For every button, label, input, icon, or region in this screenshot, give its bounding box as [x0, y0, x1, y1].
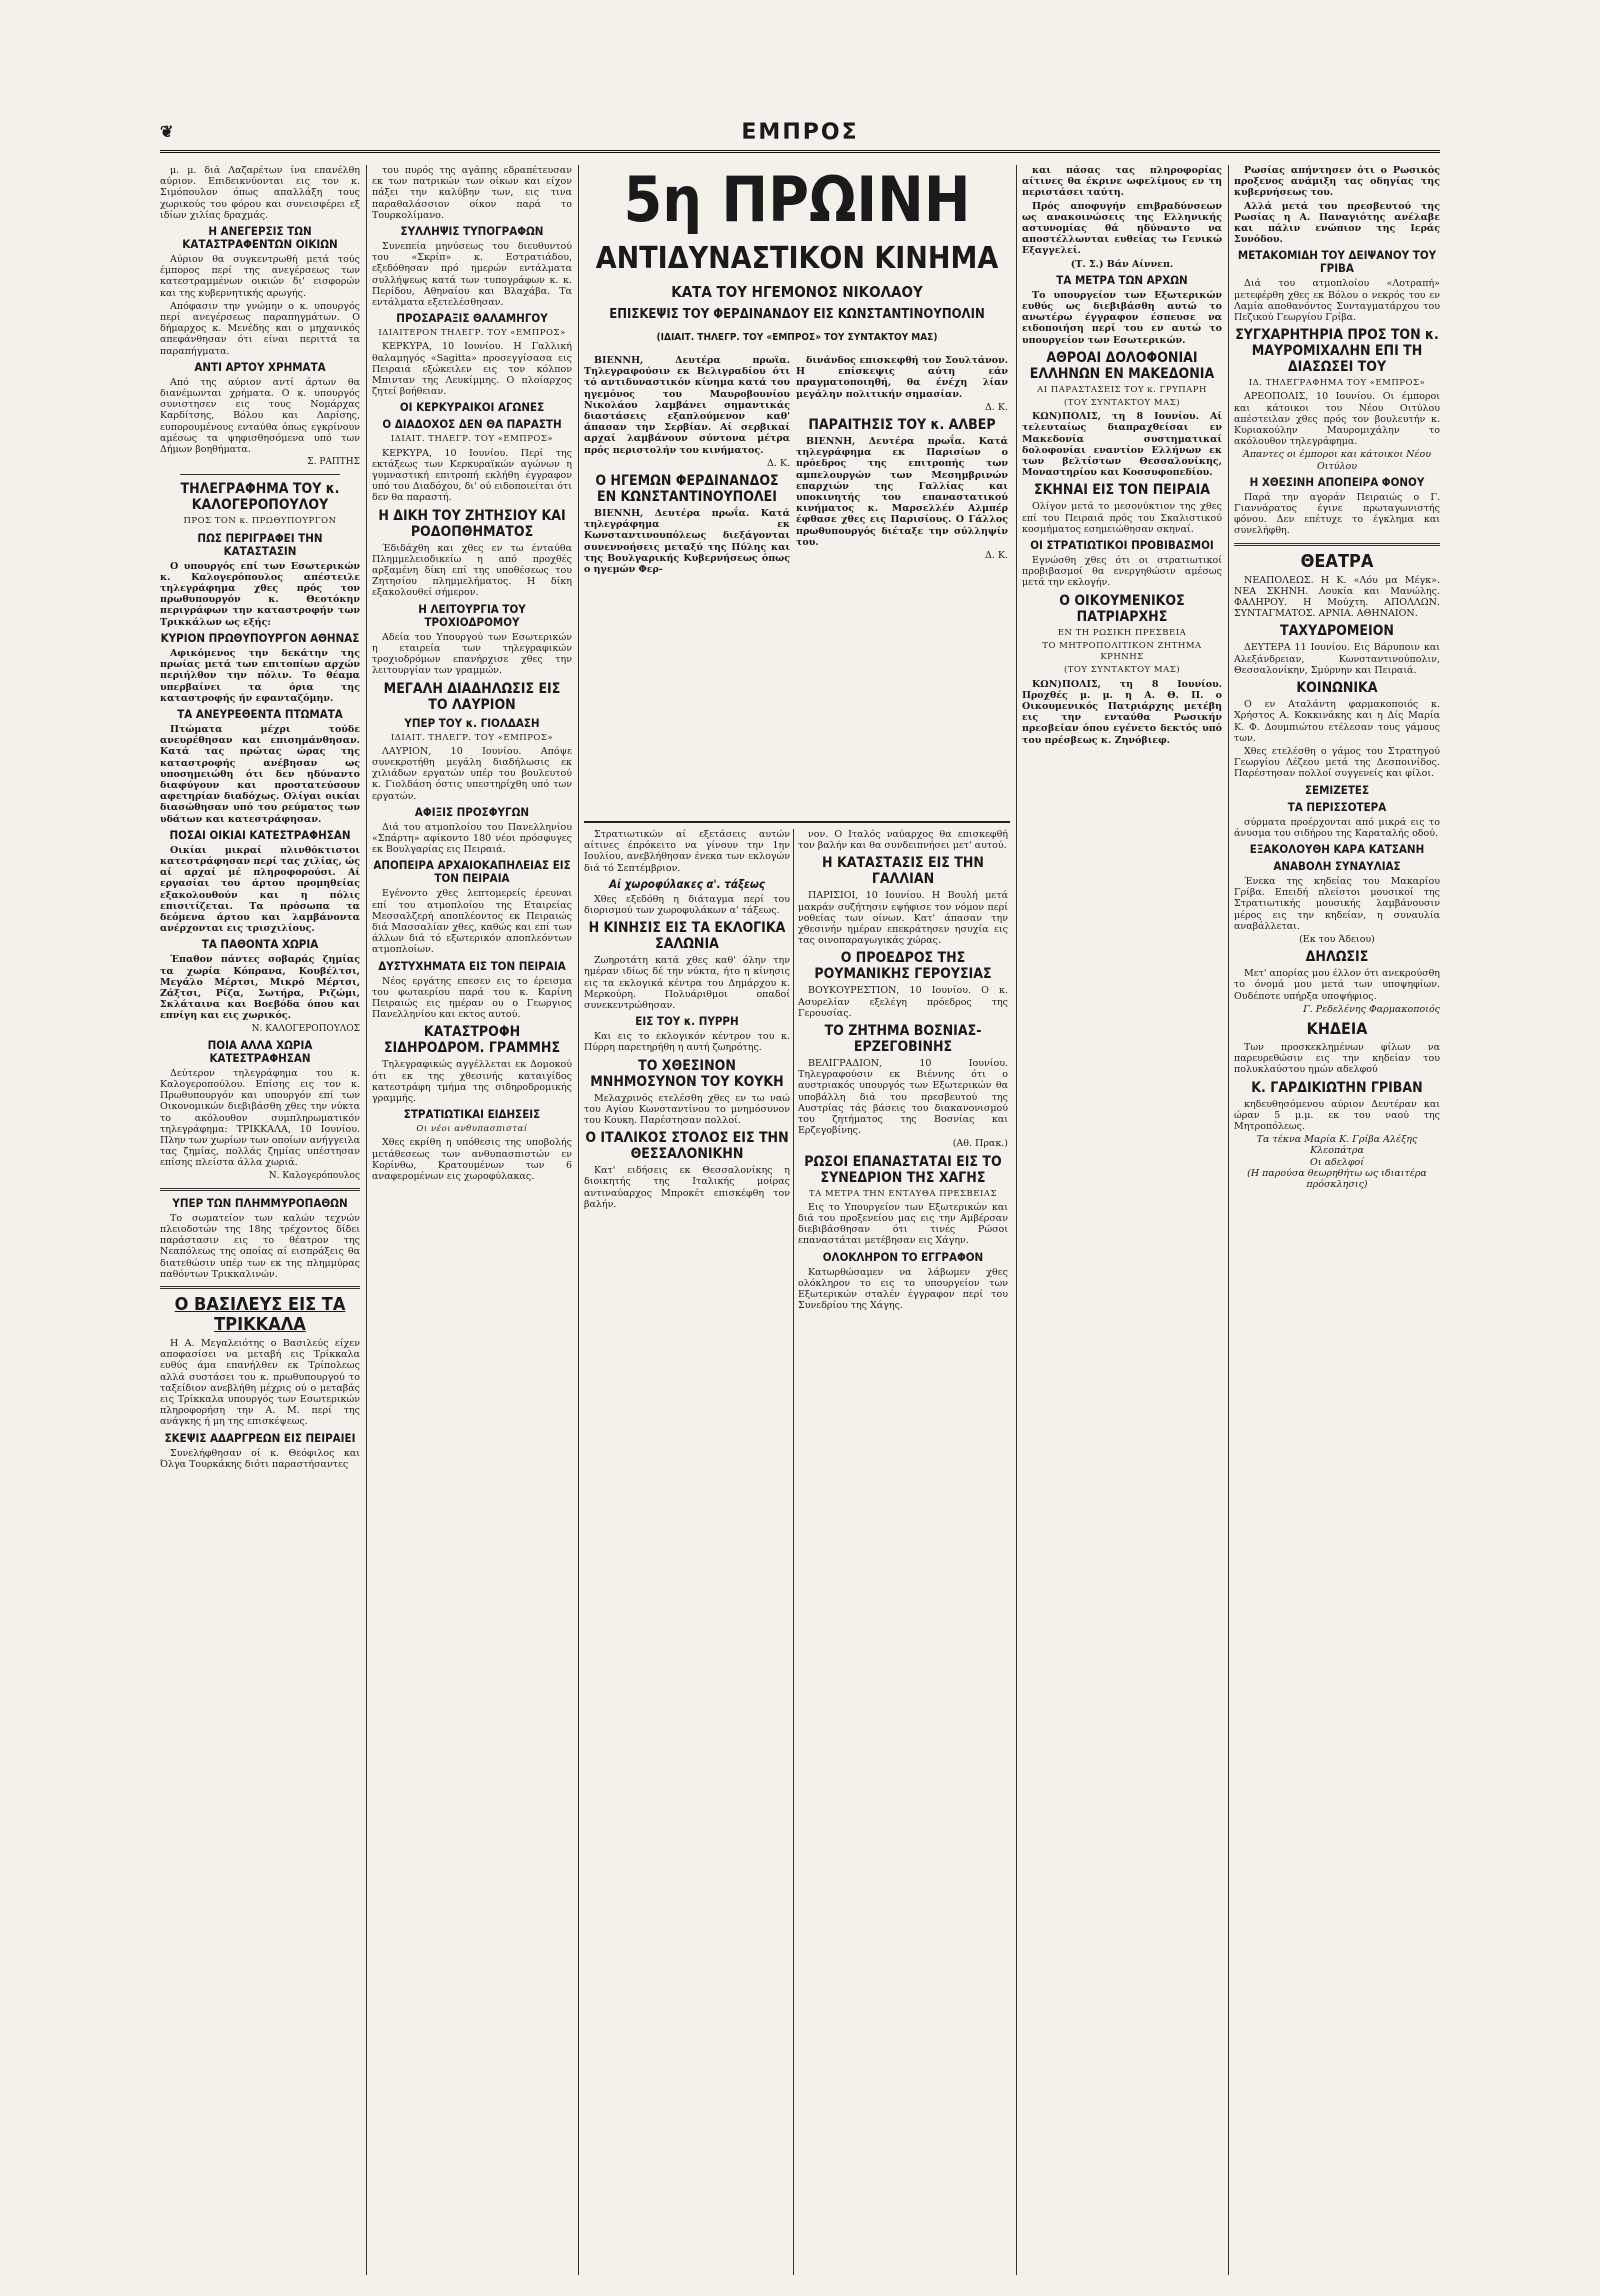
col2-paragraph-11: Τηλεγραφικώς αγγέλλεται εκ Δομοκού ότι εκ της χθεσινής καταιγίδος κατεστράφη τμήμα της σιδηροδρομικής γραμμής.	[372, 1059, 572, 1104]
center-lower-a-heading-4: ΤΟ ΧΘΕΣΙΝΟΝ ΜΝΗΜΟΣΥΝΟΝ ΤΟΥ ΚΟΥΚΗ	[590, 1057, 784, 1090]
col6-heading-3: Η ΧΘΕΣΙΝΗ ΑΠΟΠΕΙΡΑ ΦΟΝΟΥ	[1249, 474, 1425, 489]
col1-heading-3-sub: ΠΡΟΣ ΤΟΝ κ. ΠΡΩΘΥΠΟΥΡΓΟΝ	[183, 516, 337, 527]
column-2	[372, 165, 572, 2275]
col6-heading-4: ΘΕΑΤΡΑ	[1300, 550, 1374, 572]
col1-paragraph-12: Συνελήφθησαν οί κ. Θεόφιλος και Όλγα Τουρκάκης διότι παραστήσαντες	[160, 1447, 360, 1470]
col6-signature-5: Οι αδελφοί	[1310, 1156, 1364, 1168]
center-lower-b-heading-2: Ο ΠΡΟΕΔΡΟΣ ΤΗΣ ΡΟΥΜΑΝΙΚΗΣ ΓΕΡΟΥΣΙΑΣ	[814, 950, 992, 983]
center-lower-b-paragraph-4: Εις το Υπουργείον των Εξωτερικών και διά του προξενείου μας εις την Αμβέρσαν διεβιβάσθησαν ότι τινές Ρώσοι επαναστάται μετέβησαν εις Χάγην.	[798, 1201, 1008, 1247]
col5-paragraph-6: Εγνώσθη χθες ότι οι στρατιωτικοί προβιβασμοί θα ενεργηθώσιν αμέσως μετά την εκλογήν.	[1022, 555, 1222, 589]
col6-heading-11: ΔΗΛΩΣΙΣ	[1305, 949, 1369, 966]
masthead	[160, 120, 1440, 153]
col6-paragraph-1: Ρωσίας απήντησεν ότι ο Ρωσικός προξενος ανάμιξη τας οδηγίας της κυβερνήσεως του.	[1234, 165, 1440, 199]
col5-paragraph-5: Ολίγον μετά το μεσονύκτιον της χθες επί του Πειραιά πρός του Σκαλιστικού κοσμήματος εσημειώθησαν σκηναί.	[1022, 501, 1222, 535]
col1-heading-4: ΚΥΡΙΟΝ ΠΡΩΘΥΠΟΥΡΓΟΝ ΑΘΗΝΑΣ	[160, 630, 360, 645]
center-lower-a-paragraph-3: Και εις το εκλογικόν κέντρον του κ. Πύρρη παρετηρήθη η αυτή ζωηρότης.	[584, 1031, 790, 1054]
col2-paragraph-8: Διά του ατμοπλοίου του Πανελληνίου «Σπάρτη» αφίκοντο 180 νέοι πρόσφυγες εκ Βουλγαρίας εις Πειραιά.	[372, 821, 572, 856]
col6-heading-12: ΚΗΔΕΙΑ	[1306, 1018, 1368, 1038]
center-lower-a	[584, 829, 790, 2275]
col1-heading-7: ΤΑ ΠΑΘΟΝΤΑ ΧΩΡΙΑ	[201, 937, 319, 952]
banner-subtitle: ΚΑΤΑ ΤΟΥ ΗΓΕΜΟΝΟΣ ΝΙΚΟΛΑΟΥ	[671, 283, 923, 301]
col6-heading-1: ΜΕΤΑΚΟΜΙΔΗ ΤΟΥ ΔΕΙΨΑΝΟΥ ΤΟΥ ΓΡΙΒΑ	[1237, 248, 1437, 276]
column-1	[160, 165, 360, 2275]
col6-paragraph-14: κηδευθησόμενου αύριον Δευτέραν και ώραν 5 μ.μ. εκ του ναού της Μητροπόλεως.	[1234, 1098, 1440, 1132]
col1-paragraph-1: Αύριον θα συγκεντρωθή μετά τούς έμπορος περί της ανεγέρσεως των κατεστραμμένων οικιών δι' εισφορών και της κυβερνητικής αρωγής.	[160, 254, 360, 299]
banner-title: ΑΝΤΙΔΥΝΑΣΤΙΚΟΝ ΚΙΝΗΜΑ	[595, 241, 999, 276]
col5-paragraph-7: ΚΩΝ)ΠΟΛΙΣ, τη 8 Ιουνίου. Προχθές μ. μ. η Α. Θ. Π. ο Οικουμενικός Πατριάρχης μετέβη εις την ενταύθα Ρωσικήν πρεσβείαν όπου εγένετο δεκτός υπό του πρέσβεως κ. Ζηνόβιεφ.	[1022, 678, 1222, 746]
col5-paragraph-4: ΚΩΝ)ΠΟΛΙΣ, τη 8 Ιουνίου. Αί τελευταίως διαπραχθείσαι εν Μακεδονία συστηματικαί δολοφονίαι εναντίον Ελλήνων εκ των βελτίστων Θεσσαλονίκης, Μοναστηρίου και Κοσσυφοπεδίου.	[1022, 411, 1222, 479]
center-lower-b-heading-1: Η ΚΑΤΑΣΤΑΣΙΣ ΕΙΣ ΤΗΝ ΓΑΛΛΙΑΝ	[822, 855, 984, 888]
col5-heading-4: ΟΙ ΣΤΡΑΤΙΩΤΙΚΟΙ ΠΡΟΒΙΒΑΣΜΟΙ	[1030, 538, 1214, 553]
columns-area	[160, 165, 1440, 2275]
col2-paragraph-10: Νέος εργάτης επεσεν εις το έρεισμα του φωταερίου παρά του κ. Καρίνη Πειραιώς εις ημέραν ου ο Γεωργιος Πανελληνίου και εκτος αυτού.	[372, 975, 572, 1021]
page-mark: ❦	[160, 122, 174, 141]
col5-paragraph-3: Το υπουργείον των Εξωτερικών ευθύς ως διεβιβάσθη αυτώ το ανωτέρω έγγραφον έσπευσε να ειδοποιήση περί του εν αυτώ το υπουργείον των Εσωτερικών.	[1022, 289, 1222, 346]
col2-paragraph-3: ΚΕΡΚΥΡΑ, 10 Ιουνίου. Η Γαλλική θαλαμηγός «Sagitta» προσεγγίσασα εις Πειραιά εξώκειλεν εις τον κόλπον Μπινταν της Λευκίμμης. Ο πλοίαρχος ζητεί βοήθειαν.	[372, 341, 572, 398]
banner-byline: (ΙΔΙΑΙΤ. ΤΗΛΕΓΡ. ΤΟΥ «ΕΜΠΡΟΣ» ΤΟΥ ΣΥΝΤΑΚΤΟΥ ΜΑΣ)	[656, 332, 938, 343]
col5-heading-5: Ο ΟΙΚΟΥΜΕΝΙΚΟΣ ΠΑΤΡΙΑΡΧΗΣ	[1059, 592, 1185, 625]
center-lower-b-heading-4-sub: ΤΑ ΜΕΤΡΑ ΤΗΝ ΕΝΤΑΥΘΑ ΠΡΕΣΒΕΙΑΣ	[808, 1188, 998, 1199]
center-b-paragraph-1: δινάνδος επισκεφθή τον Σουλτάνον. Η επίσκεψις αύτη εάν πραγματοποιηθή, θα ένέχη λίαν μεγάλην πολιτικήν σημασίαν.	[796, 355, 1008, 400]
divider	[1234, 543, 1440, 546]
col6-heading-9: ΕΞΑΚΟΛΟΥΘΗ ΚΑΡΑ ΚΑΤΣΑΝΗ	[1249, 841, 1425, 856]
center-lower-b-paragraph-2: ΒΟΥΚΟΥΡΕΣΤΙΟΝ, 10 Ιουνίου. Ο κ. Ασυρελίαν εξελέγη πρόεδρος της Γερουσίας.	[798, 985, 1008, 1019]
col6-heading-6: ΚΟΙΝΩΝΙΚΑ	[1296, 680, 1378, 697]
col6-signature-2: (Εκ του Άδειου)	[1299, 933, 1375, 945]
col6-signature-3: Γ. Ρεδελένης Φαρμακοποιός	[1303, 1003, 1440, 1015]
center-lower-a-paragraph-2: Ζωηροτάτη κατά χθες καθ' όλην την ημέραν ιδίως δέ την νύκτα, ήτο η κίνησις εις τα εκλογικά κέντρα του Δημάρχου κ. Μερκούρη. Πολυάριθμοι οπαδοί συνεκεντρώθησαν.	[584, 955, 790, 1012]
col1-heading-11: ΣΚΕΨΙΣ ΑΔΑΡΓΡΕΩΝ ΕΙΣ ΠΕΙΡΑΙΕΙ	[164, 1430, 356, 1445]
col6-heading-7: ΣΕΜΙΖΕΤΕΣ	[1304, 782, 1370, 797]
center-divider	[584, 821, 1010, 823]
col6-footnote: (Η παρούσα θεωρηθήτω ως ιδιαιτέρα πρόσκλησις)	[1247, 1167, 1427, 1190]
col2-heading-3: ΟΙ ΚΕΡΚΥΡΑΙΚΟΙ ΑΓΩΝΕΣ	[399, 400, 545, 415]
col6-paragraph-10: σύρματα προέρχονται από μικρά εις το άνυσμα του σιδήρου της Καραταλής οδού.	[1234, 816, 1440, 839]
center-lower-a-paragraph-0: Στρατιωτικών αί εξετάσεις αυτών αίτινες έπρόκειτο να γίνουν την 1ην Ιουλίου, ανεβλήθησαν ένεκα των εκλογών διά τό Σεπτέμβριον.	[584, 829, 790, 874]
col2-heading-6-sub: ΥΠΕΡ ΤΟΥ κ. ΓΙΟΛΔΑΣΗ	[404, 715, 540, 730]
col6-paragraph-8: Ο εν Αταλάντη φαρμακοποιός κ. Χρήστος Α. Κοκκινάκης και η Δίς Μαρία Κ. Φ. Δουμπιώτου ετέλεσαν τους γάμους των.	[1234, 699, 1440, 744]
col6-heading-2: ΣΥΓΧΑΡΗΤΗΡΙΑ ΠΡΟΣ ΤΟΝ κ. ΜΑΥΡΟΜΙΧΑΛΗΝ ΕΠΙ ΤΗ ΔΙΑΣΩΣΕΙ ΤΟΥ	[1235, 327, 1439, 376]
col1-paragraph-8: Έπαθον πάντες σοβαράς ζημίας τα χωρία Κόπρανα, Κουβέλτσι, Μεγάλο Μέρτσι, Μικρό Μέρτσι, Ζάξτσι, Ρίζα, Σωτήρα, Ριζώμι, Σκλάταινα και Βοεβόδα όπου και επνίγη και εις χωρικός.	[160, 954, 360, 1022]
col2-heading-6: ΜΕΓΑΛΗ ΔΙΑΔΗΛΩΣΙΣ ΕΙΣ ΤΟ ΛΑΥΡΙΟΝ	[383, 680, 561, 713]
col1-paragraph-3: Από της αύριον αντί άρτων θα διανέμωνται χρήματα. Ο κ. υπουργός συνιστησεν εις τους Νομάρχας Καρδίτσης, Βόλου και Λαρίσης, ευπορουμένους ενταύθα όπως εγκρίνουν αμέσως τα ψηφισθησόμενα υπό των Δήμων βοηθήματα.	[160, 376, 360, 456]
col5-heading-1: ΤΑ ΜΕΤΡΑ ΤΩΝ ΑΡΧΩΝ	[1056, 272, 1188, 287]
col2-paragraph-4: ΚΕΡΚΥΡΑ, 10 Ιουνίου. Περί της εκτάξεως των Κερκυραϊκών αγώνων η γυμναστική επιτροπή εκλήθη έγγραφον υπό του Διαδόχου, δι' ού ειδοποιείται ότι δεν θα παραστή.	[372, 447, 572, 504]
col1-heading-3: ΤΗΛΕΓΡΑΦΗΜΑ ΤΟΥ κ. ΚΑΛΟΓΕΡΟΠΟΥΛΟΥ	[180, 481, 340, 514]
col6-heading-5: ΤΑΧΥΔΡΟΜΕΙΟΝ	[1280, 623, 1394, 640]
center-a-paragraph-2: ΒΙΕΝΝΗ, Δευτέρα πρωΐα. Κατά τηλεγράφημα εκ Κωνσταντινουπόλεως διεξάγονται συνεννοήσεις μεταξύ της Πύλης και της Βουλγαρικής Κυβερνήσεως όπως ο ηγεμών Φερ-	[584, 508, 790, 576]
center-lower-a-paragraph-5: Κατ' ειδήσεις εκ Θεσσαλονίκης η διοικητής της Ιταλικής μοίρας αντιναύαρχος Μπροκέτ επισκέφθη τον βαλήν.	[584, 1165, 790, 1210]
col2-heading-7: ΑΦΙΞΙΣ ΠΡΟΣΦΥΓΩΝ	[414, 804, 530, 819]
col5-heading-5-sub2: ΤΟ ΜΗΤΡΟΠΟΛΙΤΙΚΟΝ ΖΗΤΗΜΑ ΚΡΗΝΗΣ	[1042, 640, 1202, 663]
banner-edition: 5η ΠΡΩΙΝΗ	[623, 165, 971, 236]
column-rule	[1228, 165, 1229, 2275]
center-col-a	[584, 355, 790, 815]
col2-paragraph-6: Αδεία του Υπουργού των Εσωτερικών η εταιρεία των τηλεγραφικών τροχιοδρόμων επανήρχισε χθες την λειτουργίαν των γραμμών.	[372, 631, 572, 677]
center-b-heading-1: ΠΑΡΑΙΤΗΣΙΣ ΤΟΥ κ. ΑΛΒΕΡ	[808, 417, 996, 434]
col5-paragraph-1: και πάσας τας πληροφορίας αίτινες θα έκρινε ωφελίμους εν τη περιστάσει ταύτη.	[1022, 165, 1222, 199]
col1-heading-8: ΠΟΙΑ ΑΛΛΑ ΧΩΡΙΑ ΚΑΤΕΣΤΡΑΦΗΣΑΝ	[207, 1037, 313, 1065]
center-lower-b-paragraph-5: Κατωρθώσαμεν να λάβωμεν χθες ολόκληρον το εις το υπουργείον των Εξωτερικών σταλέν έγγραφον περί του Συνεδρίου της Χάγης.	[798, 1266, 1008, 1312]
col6-paragraph-12: Μετ' απορίας μου έλλον ότι ανεκρούσθη το όνομά μου μετά των υποψηφίων. Ουδέποτε υπήρξα υποψήφιος.	[1234, 968, 1440, 1002]
col6-paragraph-9: Χθες ετελέσθη ο γάμος του Στρατηγού Γεωργίου Λέζεου μετά της Δεσποινίδος. Παρέστησαν πολλοί συγγενείς και φίλοι.	[1234, 745, 1440, 780]
col2-heading-4: Η ΔΙΚΗ ΤΟΥ ΖΗΤΗΣΙΟΥ ΚΑΙ ΡΟΔΟΠΘΗΜΑΤΟΣ	[378, 507, 566, 540]
col5-heading-2-sub2: (ΤΟΥ ΣΥΝΤΑΚΤΟΥ ΜΑΣ)	[1063, 398, 1181, 409]
col1-paragraph-2: Απόφασιν την γνώμην ο κ. υπουργός περί ανεγέρσεως παραπηγμάτων. Ο δήμαρχος κ. Μενέδης και ο μηχανικός απεφάνθησαν ότι είναι περιττά τα παραπήγματα.	[160, 300, 360, 357]
col5-heading-2-sub: ΑΙ ΠΑΡΑΣΤΑΣΕΙΣ ΤΟΥ κ. ΓΡΥΠΑΡΗ	[1037, 384, 1207, 395]
banner-subtitle-2: ΕΠΙΣΚΕΨΙΣ ΤΟΥ ΦΕΡΔΙΝΑΝΔΟΥ ΕΙΣ ΚΩΝΣΤΑΝΤΙΝΟΥΠΟΛΙΝ	[609, 307, 985, 322]
col2-paragraph-2: Συνεπεία μηνύσεως του διευθυντού του «Σκρίπ» κ. Εστρατιάδου, εξεδόθησαν πρό ημερών εντάλματα συλλήψεως κατά των τυπογράφων κ. κ. Περίδου, Αθηναίου και Βλαχάβα. Τα εντάλματα εξετελέσθησαν.	[372, 241, 572, 309]
column-6	[1234, 165, 1440, 2275]
column-rule	[578, 165, 579, 2275]
col1-paragraph-4: Ο υπουργός επί των Εσωτερικών κ. Καλογερόπουλος απέστειλε τηλεγράφημα χθες πρός τον πρωθυπουργόν κ. Θεοτόκην περιγράφων την καταστροφήν των Τρικκάλων ως εξής:	[160, 560, 360, 628]
divider	[160, 1286, 360, 1289]
center-section	[584, 165, 1010, 2275]
col1-paragraph-7: Οικίαι μικραί πλινθόκτιστοι κατεστράφησαν περί τας χιλίας, ώς αί αρχαί μέ πληροφορούσι. Αί εργασίαι του άρτου προμηθείας εξακολουθούν και η πόλις επισιτίζεται. Τα πρόσωπα τα δεόμενα άρτου και λαμβάνοντα ανέρχονται εις τρισχιλίους.	[160, 844, 360, 935]
col5-signature-1: (Τ. Σ.) Βάν Αίννεπ.	[1070, 258, 1174, 270]
col2-paragraph-9: Εγένοντο χθες λεπτομερείς έρευναι επί του ατμοπλοίου της Εταιρείας Μεσσαλζερή αποπλέοντος εκ Πειραιώς διά Μασσαλίαν χθες, καθώς και επί των άλλων διά τό εξωτερικόν αποπλεόντων ατμοπλοίων.	[372, 888, 572, 956]
col1-heading-9: ΥΠΕΡ ΤΩΝ ΠΛΗΜΜΥΡΟΠΑΘΩΝ	[172, 1195, 348, 1210]
center-lower-b-paragraph-3: ΒΕΛΙΓΡΑΔΙΟΝ, 10 Ιουνίου. Τηλεγραφούσιν εκ Βιέννης ότι ο αυστριακός υπουργός των Εξωτερικών θα υποβάλλη διά του πρεσβευτού της Αυστρίας τάς βάσεις του διακανονισμού του ζητήματος της Βοσνίας και Ερζεγοβίνης.	[798, 1058, 1008, 1137]
center-a-signature: Δ. Κ.	[766, 457, 790, 469]
col2-heading-1: ΣΥΛΛΗΨΙΣ ΤΥΠΟΓΡΑΦΩΝ	[400, 224, 544, 239]
col1-paragraph-6: Πτώματα μέχρι τούδε ανευρέθησαν και επισημάνθησαν. Κατά τας πρώτας ώρας της καταστροφής ανέβησαν ως υποσημειώθη ότι δεν ηδύναντο διαφύγουν και προστατεύσουν αφετηρίαν διαδόχως. Ολίγαι οικίαι διασώθησαν υπό του ρεύματος των υδάτων και κατεστράφησαν.	[160, 723, 360, 825]
col5-paragraph-2: Πρός αποφυγήν επιβραδύνσεων ως ανακοινώσεις της Ελληνικής αστυνομίας θά ηδύναντο να αποστέλλωνται ευθείας τω Γενικώ Εξαγγελεί.	[1022, 200, 1222, 257]
column-rule	[793, 829, 794, 2275]
col6-signature-4: Τα τέκνα Μαρία Κ. Γρίβα Αλέξης Κλεοπάτρα	[1256, 1134, 1418, 1157]
center-lower-a-heading-1: Αί χωροφύλακες α'. τάξεως	[609, 876, 765, 891]
col2-heading-9: ΔΥΣΤΥΧΗΜΑΤΑ ΕΙΣ ΤΟΝ ΠΕΙΡΑΙΑ	[378, 958, 566, 973]
center-lower-a-paragraph-1: Χθες εξεδόθη η διάταγμα περί του διορισμού των χωροφυλάκων α' τάξεως.	[584, 893, 790, 917]
col2-paragraph-5: Έδιδάχθη και χθες εν τω ένταύθα Πλημμελειοδικείω η από προχθές αρξαμένη δίκη επί της υποθέσεως του Ζητησίου πλημμελήματος. Η δίκη εξακολουθεί σήμερον.	[372, 542, 572, 599]
col1-signature-2: Ν. ΚΑΛΟΓΕΡΟΠΟΥΛΟΣ	[251, 1023, 360, 1034]
center-lower-b-paragraph-1: ΠΑΡΙΣΙΟΙ, 10 Ιουνίου. Η Βουλή μετά μακράν συζήτησιν εψήφισε τον νόμον περί νοθείας των οίνων. Κατ' άπασαν την χθεσινήν ημέραν επεκράτησεν ησυχία εις τας οινοπαραγωγικάς χώρας.	[798, 890, 1008, 947]
col2-heading-2-sub: ΙΔΙΑΙΤΕΡΟΝ ΤΗΛΕΓΡ. ΤΟΥ «ΕΜΠΡΟΣ»	[378, 328, 566, 339]
col6-paragraph-2: Αλλά μετά του πρεσβευτού της Ρωσίας η Α. Παναγιότης ανέλαβε και πάλιν ενώπιον της Ιεράς Συνόδου.	[1234, 200, 1440, 246]
center-lower-b-heading-3: ΤΟ ΖΗΤΗΜΑ ΒΟΣΝΙΑΣ-ΕΡΖΕΓΟΒΙΝΗΣ	[824, 1023, 982, 1056]
center-b-signature-2: Δ. Κ.	[984, 550, 1008, 562]
col1-intro: μ. μ. διά Λαζαρέτων ίνα επανέλθη αύριον. Επιδεικνύονται εις τον κ. Σιμόπουλον όπως απαλλάξη τους χωρικούς του φόρου και συνεισφέρει εξ ιδίων χιλίας δραχμάς.	[160, 165, 360, 221]
col1-paragraph-5: Αφικόμενος την δεκάτην της πρωίας μετά των επιτοπίων αρχών περιήλθον την πόλιν. Το θέαμα υπερβαίνει τα όρια της καταστροφής ήν εφανταζόμην.	[160, 647, 360, 704]
center-b-paragraph-2: ΒΙΕΝΝΗ, Δευτέρα πρωΐα. Κατά τηλεγράφημα εκ Παρισίων ο πρόεδρος της επιτροπής των αμπελουργών των Μεσημβρινών επαρχιών της Γαλλίας και υποκινητής του επαναστατικού κινήματος κ. Μαρσελλέν Αλμπέρ έφθασε χθες εις Παρισίους. Ο Γάλλος πρωθυπουργός διέταξε την σύλληψίν του.	[796, 436, 1008, 548]
col6-heading-2-sub: ΙΔ. ΤΗΛΕΓΡΑΦΗΜΑ ΤΟΥ «ΕΜΠΡΟΣ»	[1248, 378, 1426, 389]
col1-heading-10: Ο ΒΑΣΙΛΕΥΣ ΕΙΣ ΤΑ ΤΡΙΚΚΑΛΑ	[174, 1294, 346, 1336]
center-lower-b-heading-5: ΟΛΟΚΛΗΡΟΝ ΤΟ ΕΓΓΡΑΦΟΝ	[822, 1249, 984, 1264]
col6-deceased-name: Κ. ΓΑΡΔΙΚΙΩΤΗΝ ΓΡΙΒΑΝ	[1251, 1079, 1423, 1096]
col1-heading-3-sub2: ΠΩΣ ΠΕΡΙΓΡΑΦΕΙ ΤΗΝ ΚΑΤΑΣΤΑΣΙΝ	[197, 530, 323, 558]
col2-paragraph-12: Χθες εκρίθη η υπόθεσις της υποβολής μετάθεσεως των ανθυπασπιστών εν Κορίνθω, Κρατουμένων των 6 αναφερομένων εις χωροφύλακας.	[372, 1137, 572, 1182]
col6-paragraph-3: Διά του ατμοπλοίου «Λοτραπή» μετεφέρθη χθες εκ Βόλου ο νεκρός του εν Λαμία αποθανόντος Συνταγματάρχου του Πεζικού Γεωργίου Γρίβα.	[1234, 278, 1440, 324]
col2-heading-5: Η ΛΕΙΤΟΥΡΓΙΑ ΤΟΥ ΤΡΟΧΙΟΔΡΟΜΟΥ	[418, 601, 526, 629]
center-lower-b-heading-4: ΡΩΣΟΙ ΕΠΑΝΑΣΤΑΤΑΙ ΕΙΣ ΤΟ ΣΥΝΕΔΡΙΟΝ ΤΗΣ ΧΑΓΗΣ	[804, 1153, 1002, 1186]
center-lower-b-signature: (Αθ. Πρακ.)	[952, 1138, 1008, 1150]
col1-heading-2: ΑΝΤΙ ΑΡΤΟΥ ΧΡΗΜΑΤΑ	[194, 359, 326, 374]
col6-paragraph-5: Παρά την αγοράν Πειραιώς ο Γ. Γιαννάρατος έγινε πρωταγωνιστής φόνου. Δεν επέτυχε το έγκλημα και συνελήφθη.	[1234, 491, 1440, 537]
center-lower-a-heading-3: ΕΙΣ ΤΟΥ κ. ΠΥΡΡΗ	[635, 1014, 739, 1029]
col5-heading-5-sub: ΕΝ ΤΗ ΡΩΣΙΚΗ ΠΡΕΣΒΕΙΑ	[1057, 627, 1187, 638]
col5-heading-3: ΣΚΗΝΑΙ ΕΙΣ ΤΟΝ ΠΕΙΡΑΙΑ	[1034, 482, 1210, 499]
center-lower-a-heading-5: Ο ΙΤΑΛΙΚΟΣ ΣΤΟΛΟΣ ΕΙΣ ΤΗΝ ΘΕΣΣΑΛΟΝΙΚΗΝ	[585, 1130, 789, 1163]
col6-heading-8: ΤΑ ΠΕΡΙΣΣΟΤΕΡΑ	[1287, 799, 1387, 814]
center-b-signature: Δ. Κ.	[984, 401, 1008, 413]
divider	[160, 1188, 360, 1191]
col6-paragraph-7: ΔΕΥΤΕΡΑ 11 Ιουνίου. Εις Βάρυποιν και Αλεξάνδρειαν, Κωνσταντινούπολιν, Θεσσαλονίκην, Σμύρνην και Πειραιά.	[1234, 642, 1440, 676]
col2-heading-11-sub: Οι νέοι ανθυπασπισταί	[416, 1124, 528, 1135]
col1-signature-3: Ν. Καλογερόπουλος	[268, 1170, 360, 1181]
col6-heading-10: ΑΝΑΒΟΛΗ ΣΥΝΑΥΛΙΑΣ	[1273, 858, 1401, 873]
col5-heading-2: ΑΘΡΟΑΙ ΔΟΛΟΦΟΝΙΑΙ ΕΛΛΗΝΩΝ ΕΝ ΜΑΚΕΔΟΝΙΑ	[1029, 349, 1215, 382]
center-lower-b	[798, 829, 1008, 2275]
col6-paragraph-11: Ένεκα της κηδείας του Μακαρίου Γρίβα. Επειδή πλείστοι μουσικοί της Στρατιωτικής μουσικής λαμβάνουσιν μέρος εις την κηδείαν, η συναυλία αναβάλλεται.	[1234, 875, 1440, 932]
col2-heading-2: ΠΡΟΣΑΡΑΞΙΣ ΘΑΛΑΜΗΓΟΥ	[396, 311, 548, 326]
col2-heading-11: ΣΤΡΑΤΙΩΤΙΚΑΙ ΕΙΔΗΣΕΙΣ	[403, 1107, 541, 1122]
col5-heading-5-sub3: (ΤΟΥ ΣΥΝΤΑΚΤΟΥ ΜΑΣ)	[1063, 665, 1181, 676]
column-rule	[366, 165, 367, 2275]
col6-paragraph-6: ΝΕΑΠΟΛΕΩΣ. Η Κ. «Λόυ μα Μέγκ». ΝΕΑ ΣΚΗΝΗ. Λουκία και Μανώλης. ΦΑΛΗΡΟΥ. Η Μούχτη. ΑΠΟΛΛΩΝ. ΣΥΝΤΑΓΜΑΤΟΣ. ΑΡΝΙΑ. ΑΘΗΝΑΙΟΝ.	[1234, 574, 1440, 620]
col1-paragraph-11: Η Α. Μεγαλειότης ο Βασιλεύς είχεν αποφασίσει να μεταβή εις Τρίκκαλα ευθύς άμα επανήλθεν εκ Τρίπολεως αλλά συστάσει του κ. πρωθυπουργού το ταξείδιον ανεβλήθη μέχρις ού ο μεταβάς εις Τρίκκαλα υπουργός των Εσωτερικών πληροφορήση την Α. Μ. περί της ανάγκης ή μη της επισκέψεως.	[160, 1338, 360, 1428]
col1-heading-6: ΠΟΣΑΙ ΟΙΚΙΑΙ ΚΑΤΕΣΤΡΑΦΗΣΑΝ	[169, 827, 351, 842]
col2-heading-3-sub2: ΙΔΙΑΙΤ. ΤΗΛΕΓΡ. ΤΟΥ «ΕΜΠΡΟΣ»	[390, 434, 554, 445]
col2-heading-6-sub2: ΙΔΙΑΙΤ. ΤΗΛΕΓΡ. ΤΟΥ «ΕΜΠΡΟΣ»	[390, 732, 554, 743]
col2-heading-10: ΚΑΤΑΣΤΡΟΦΗ ΣΙΔΗΡΟΔΡΟΜ. ΓΡΑΜΜΗΣ	[383, 1024, 561, 1057]
col1-heading-1: Η ΑΝΕΓΕΡΣΙΣ ΤΩΝ ΚΑΤΑΣΤΡΑΦΕΝΤΩΝ ΟΙΚΙΩΝ	[182, 224, 338, 252]
col2-heading-8: ΑΠΟΠΕΙΡΑ ΑΡΧΑΙΟΚΑΠΗΛΕΙΑΣ ΕΙΣ ΤΟΝ ΠΕΙΡΑΙΑ	[373, 858, 571, 886]
newspaper-name: ΕΜΠΡΟΣ	[741, 120, 859, 145]
center-a-heading-1: Ο ΗΓΕΜΩΝ ΦΕΡΔΙΝΑΝΔΟΣ ΕΝ ΚΩΝΣΤΑΝΤΙΝΟΥΠΟΛΕΙ	[595, 473, 779, 506]
col2-paragraph-7: ΛΑΥΡΙΟΝ, 10 Ιουνίου. Απόψε συνεκροτήθη μεγάλη διαδήλωσις εκ χιλιάδων εργατών υπέρ του βουλευτού κ. Γιολδάση όστις υπεστηρίχθη υπό των εργατών.	[372, 745, 572, 802]
col1-paragraph-10: Το σωματείον των καλών τεχνών πλειοδοτών της 18ης τρέχοντος δίδει παράστασιν εις το θέατρον της Νεαπόλεως της οποίας αί εισπράξεις θα διατεθώσιν υπέρ των εκ της πλημμύρας παθόντων Τρικκαλινών.	[160, 1212, 360, 1280]
col1-heading-5: ΤΑ ΑΝΕΥΡΕΘΕΝΤΑ ΠΤΩΜΑΤΑ	[177, 706, 343, 721]
col1-signature-1: Σ. ΡΑΠΤΗΣ	[307, 457, 360, 468]
col6-paragraph-13: Των προσκεκλημένων φίλων να παρευρεθώσιν εις την κηδείαν του πολυκλαύστου ημών αδελφού	[1234, 1041, 1440, 1076]
center-a-paragraph-1: ΒΙΕΝΝΗ, Δευτέρα πρωΐα. Τηλεγραφούσιν εκ Βελιγραδίου ότι τό αντιδυναστικόν κίνημα κατά του ηγεμόνος του Μαυροβουνίου Νικολάου λαμβάνει σημαντικάς διαστάσεις εξαπλούμενον καθ' άπασαν την Σερβίαν. Αί σερβικαί αρχαί λαμβάνουν σύντονα μέτρα πρός περιστολήν του κινήματος.	[584, 355, 790, 456]
col6-paragraph-4: ΑΡΕΟΠΟΛΙΣ, 10 Ιουνίου. Οι έμποροι και κάτοικοι του Νέου Οιτύλου απέστειλαν χθες πρός τον βουλευτήν κ. Κυριακούλην Μαυρομιχάλην το ακόλουθον τηλεγράφημα.	[1234, 391, 1440, 448]
column-rule	[1016, 165, 1017, 2275]
col1-paragraph-9: Δεύτερον τηλεγράφημα του κ. Καλογεροπούλου. Επίσης εις τον κ. Πρωθυπουργόν και υπουργόν επί των Οικονομικών διεβιβάσθη χθες την νύκτα το ακόλουθον συμπληρωματικόν τηλεγράφημα: ΤΡΙΚΚΑΛΑ, 10 Ιουνίου. Πλην των χωρίων των οποίων ανήγγειλα τας ζημίας, πολλάς ζημίας υπέστησαν επίσης πλείστα άλλα χωριά.	[160, 1067, 360, 1169]
center-lower-a-heading-2: Η ΚΙΝΗΣΙΣ ΕΙΣ ΤΑ ΕΚΛΟΓΙΚΑ ΣΑΛΩΝΙΑ	[588, 920, 786, 953]
col2-paragraph-1: του πυρός της αγάπης εδραπέτευσαν εκ των πατρικών των οίκων και είχον πάξει την καλύβην των, εις τινα παραθαλάσσιον οίκον παρά το Τουρκολίμανο.	[372, 165, 572, 221]
divider	[180, 474, 340, 475]
center-col-b	[796, 355, 1008, 815]
col6-signature-1: Άπαντες οι έμποροι και κάτοικοι Νέου Οιτύλου	[1242, 449, 1432, 472]
center-lower-b-paragraph-0: νον. Ο Ιταλός ναύαρχος θα επισκεφθή τον βαλήν και θα συνδειπνήσει μετ' αυτού.	[798, 829, 1008, 852]
column-5	[1022, 165, 1222, 2275]
col2-heading-3-sub: Ο ΔΙΑΔΟΧΟΣ ΔΕΝ ΘΑ ΠΑΡΑΣΤΗ	[382, 417, 562, 432]
center-lower-a-paragraph-4: Μελαχρινός ετελέσθη χθες εν τω ναώ του Αγίου Κωνσταντίνου το μνημόσυνον του Κουκη. Παρέστησαν πολλοί.	[584, 1092, 790, 1127]
